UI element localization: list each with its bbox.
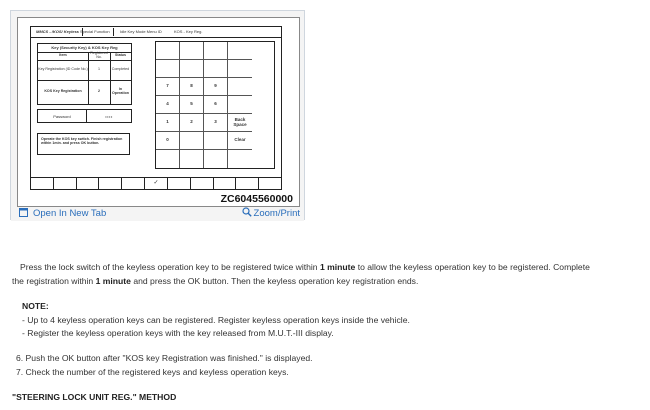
keypad-key-3: 3	[204, 114, 228, 132]
keypad-key-6: 6	[204, 96, 228, 114]
password-field	[37, 109, 132, 123]
password-label: Password	[38, 110, 87, 122]
function-key	[259, 178, 281, 189]
keypad-key	[228, 60, 252, 78]
function-key	[191, 178, 214, 189]
keypad-key-4: 4	[156, 96, 180, 114]
function-key	[31, 178, 54, 189]
keypad-key	[180, 132, 204, 150]
keypad-key	[204, 132, 228, 150]
keypad-key-0: 0	[156, 132, 180, 150]
step-item: 7. Check the number of the registered keys and keyless operation keys.	[16, 367, 289, 377]
keypad-key	[180, 60, 204, 78]
registration-table-title: Key (Security Key) & KOS Key Reg	[38, 44, 131, 53]
zoom-print-label: Zoom/Print	[253, 208, 300, 219]
text-run: the registration within	[12, 276, 96, 286]
open-new-tab-label: Open In New Tab	[33, 208, 107, 219]
table-row	[38, 80, 131, 104]
scanner-screen	[30, 26, 282, 178]
keypad-key	[228, 42, 252, 60]
function-key	[168, 178, 191, 189]
note-item: - Up to 4 keyless operation keys can be registered. Register keyless operation keys inside the vehicle.	[22, 315, 410, 325]
instruction-paragraph-line-1	[20, 262, 590, 272]
table-cell: Completed	[111, 67, 130, 72]
registration-table	[37, 43, 132, 105]
instruction-paragraph-line-2	[12, 276, 418, 286]
keypad-key-8: 8	[180, 78, 204, 96]
note-title: NOTE:	[22, 301, 49, 311]
function-key	[77, 178, 100, 189]
zoom-print-link[interactable]	[242, 207, 300, 220]
function-key	[54, 178, 77, 189]
keypad-key	[156, 42, 180, 60]
text-run: and press the OK button. Then the keyless operation key registration ends.	[130, 276, 419, 286]
figure-panel	[10, 10, 305, 220]
keypad	[155, 41, 275, 169]
instruction-text: Operate the KOS key switch. Finish registration within 1min. and press OK button.	[37, 133, 130, 155]
keypad-key	[228, 96, 252, 114]
keypad-key	[156, 150, 180, 168]
function-key	[236, 178, 259, 189]
table-cell: 1	[88, 60, 111, 80]
keypad-key-backspace: Back Space	[228, 114, 252, 132]
keypad-key	[180, 150, 204, 168]
keypad-key	[228, 150, 252, 168]
scanner-tab-4: KOS - Key Reg.	[174, 29, 203, 34]
keypad-key	[180, 42, 204, 60]
magnifier-icon	[242, 207, 252, 220]
scanner-function-keys	[30, 178, 282, 190]
column-header: Registered No.	[88, 52, 111, 60]
keypad-key-5: 5	[180, 96, 204, 114]
keypad-key	[204, 42, 228, 60]
text-run: Press the lock switch of the keyless operation key to be registered twice within	[20, 262, 320, 272]
keypad-key-1: 1	[156, 114, 180, 132]
keypad-key-2: 2	[180, 114, 204, 132]
table-cell: 2	[88, 80, 111, 104]
section-heading: "STEERING LOCK UNIT REG." METHOD	[12, 392, 177, 402]
scanner-header	[31, 27, 281, 38]
column-header: Item	[38, 52, 89, 60]
text-run: to allow the keyless operation key to be registered. Complete	[355, 262, 590, 272]
note-item: - Register the keyless operation keys with the key released from M.U.T.-III display.	[22, 328, 334, 338]
open-new-tab-icon	[19, 207, 29, 220]
column-header: Status	[115, 53, 126, 58]
figure-link-bar	[11, 207, 304, 221]
scanner-tab-2: Special Function	[77, 28, 114, 36]
table-row	[38, 60, 131, 81]
figure-code: ZC6045560000	[220, 193, 293, 205]
scanner-tab-1: MMCS - /KOS/ Keyless	[33, 28, 83, 36]
function-key	[122, 178, 145, 189]
password-value: ••••	[105, 113, 113, 119]
keypad-key-9: 9	[204, 78, 228, 96]
keypad-key	[204, 150, 228, 168]
keypad-key	[228, 78, 252, 96]
diagram-image[interactable]	[17, 17, 300, 207]
table-cell: KOS Key Registration	[38, 80, 89, 104]
keypad-key-7: 7	[156, 78, 180, 96]
emphasis-text: 1 minute	[319, 262, 356, 272]
function-key	[99, 178, 122, 189]
scanner-tab-3: Idle Key Mode Menu ID	[120, 29, 162, 34]
function-key	[214, 178, 237, 189]
keypad-key	[156, 60, 180, 78]
keypad-key-clear: Clear	[228, 132, 252, 150]
emphasis-text: 1 minute	[95, 276, 131, 286]
table-cell: Key Registration (ID Code No.)	[38, 60, 89, 80]
function-key-ok: ✓	[145, 178, 168, 189]
open-new-tab-link[interactable]	[19, 207, 106, 220]
keypad-key	[204, 60, 228, 78]
step-item: 6. Push the OK button after "KOS key Registration was finished." is displayed.	[16, 353, 313, 363]
table-cell: In Operation	[112, 87, 129, 95]
